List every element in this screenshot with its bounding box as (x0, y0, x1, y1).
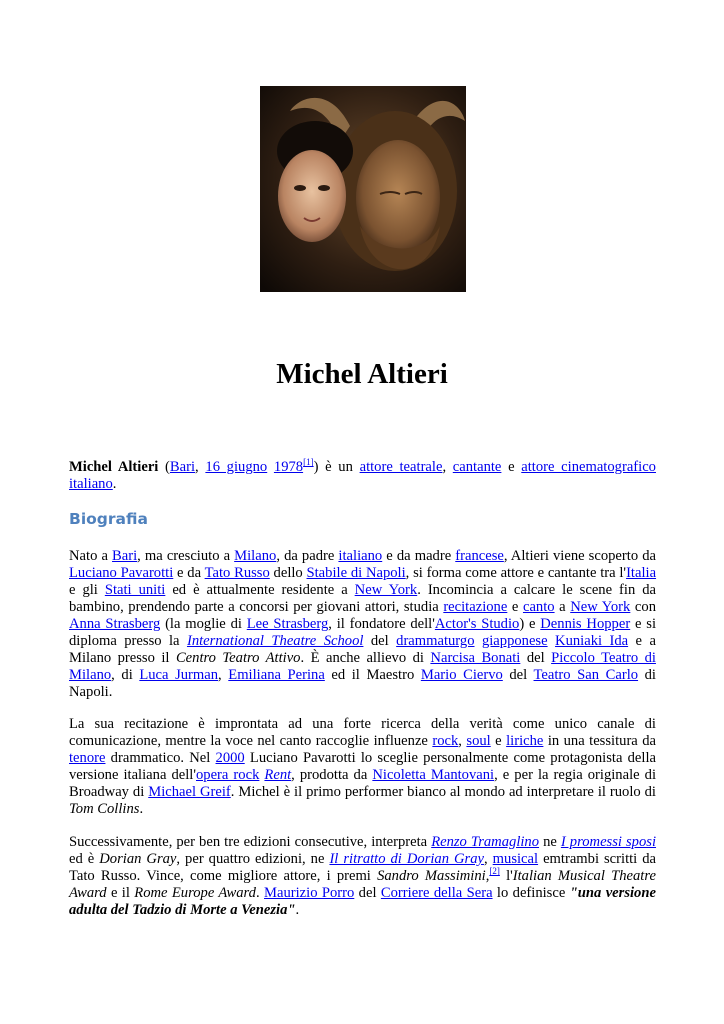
inline-link[interactable]: Rent (264, 767, 292, 783)
inline-link[interactable]: New York (354, 582, 418, 598)
inline-link[interactable]: I promessi sposi (560, 834, 657, 850)
inline-link[interactable]: Milano (234, 548, 277, 564)
text-run: (la moglie di (160, 616, 247, 632)
inline-link[interactable]: Bari (112, 548, 138, 564)
inline-link[interactable]: Renzo Tramaglino (431, 834, 540, 850)
text-run: ) è un (313, 459, 360, 475)
inline-link[interactable]: recitazione (443, 599, 508, 615)
text-run: del (363, 633, 397, 649)
inline-link[interactable]: musical (492, 851, 539, 867)
text-run: , (485, 868, 490, 884)
intro-paragraph (69, 459, 656, 493)
inline-link[interactable]: [1] (303, 457, 314, 467)
text-run: Successivamente, per ben tre edizioni consecutive, interpreta (69, 834, 432, 850)
text-run: . (112, 476, 117, 492)
inline-link[interactable]: Actor's Studio (434, 616, 520, 632)
text-run: e a Milano presso il (69, 633, 656, 666)
text-run: , (442, 459, 453, 475)
text-run: . Michel è il primo performer bianco al mondo ad interpretare il ruolo di (230, 784, 656, 800)
inline-link[interactable]: canto (522, 599, 555, 615)
text-run: emtrambi scritti da Tato Russo. Vince, come migliore attore, i premi (69, 851, 656, 884)
text-run: del (354, 885, 381, 901)
inline-link[interactable]: Stati uniti (104, 582, 166, 598)
page-title: Michel Altieri (276, 358, 448, 390)
inline-link[interactable]: Nicoletta Mantovani (372, 767, 495, 783)
text-run: l' (499, 868, 513, 884)
text-run: e (490, 733, 507, 749)
text-run (475, 633, 482, 649)
inline-link[interactable]: International Theatre School (186, 633, 364, 649)
text-run: Italian Musical Theatre Award (69, 868, 656, 901)
text-run: e gli (69, 582, 105, 598)
text-run: , Altieri viene scoperto da (503, 548, 656, 564)
text-run: ne (539, 834, 561, 850)
inline-link[interactable]: 16 giugno (205, 459, 268, 475)
text-run: ) e (519, 616, 541, 632)
text-run: La sua recitazione è improntata ad una forte ricerca della verità come unico canale di comunicazione, mentre la voce nel canto raccoglie influenze (69, 716, 656, 749)
text-run: ed è (69, 851, 100, 867)
text-run: , (218, 667, 229, 683)
inline-link[interactable]: Luca Jurman (139, 667, 219, 683)
inline-link[interactable]: Dennis Hopper (540, 616, 631, 632)
text-run: drammatico. Nel (105, 750, 216, 766)
text-run: . Incomincia a calcare le scene fin da bambino, prendendo parte a concorsi per giovani attori, studia (69, 582, 657, 615)
text-run: . (139, 801, 144, 817)
text-run: e da (173, 565, 205, 581)
text-run: , da padre (276, 548, 339, 564)
biography-paragraph-3 (69, 834, 656, 919)
text-run: ( (158, 459, 170, 475)
text-run: , (458, 733, 467, 749)
inline-link[interactable]: Italia (626, 565, 657, 581)
inline-link[interactable]: New York (570, 599, 631, 615)
inline-link[interactable]: Kuniaki Ida (555, 633, 629, 649)
inline-link[interactable]: italiano (338, 548, 383, 564)
text-run: e (507, 599, 523, 615)
text-run: di Napoli. (69, 667, 656, 700)
text-run: ed il Maestro (324, 667, 421, 683)
text-run: e da madre (382, 548, 456, 564)
text-run (548, 633, 555, 649)
inline-link[interactable]: Teatro San Carlo (533, 667, 639, 683)
text-run: . È anche allievo di (300, 650, 431, 666)
inline-link[interactable]: Tato Russo (204, 565, 270, 581)
inline-link[interactable]: giapponese (481, 633, 548, 649)
inline-link[interactable]: Maurizio Porro (264, 885, 355, 901)
text-run: a (554, 599, 571, 615)
text-run: , prodotta da (291, 767, 373, 783)
inline-link[interactable]: [2] (489, 866, 500, 876)
inline-link[interactable]: opera rock (195, 767, 260, 783)
inline-link[interactable]: Michael Greif (148, 784, 231, 800)
inline-link[interactable]: soul (466, 733, 491, 749)
portrait-illustration (260, 86, 466, 292)
inline-link[interactable]: Bari (169, 459, 196, 475)
text-run: , il fondatore dell' (328, 616, 435, 632)
inline-link[interactable]: Mario Ciervo (420, 667, 503, 683)
text-run: del (502, 667, 534, 683)
inline-link[interactable]: Stabile di Napoli (306, 565, 406, 581)
text-run: ed è attualmente residente a (165, 582, 355, 598)
text-run: Dorian Gray (99, 851, 177, 867)
inline-link[interactable]: 1978 (273, 459, 304, 475)
text-run: , (484, 851, 493, 867)
inline-link[interactable]: Narcisa Bonati (430, 650, 521, 666)
text-run: , si forma come attore e cantante tra l' (405, 565, 627, 581)
text-run (267, 459, 274, 475)
biography-paragraph-2 (69, 716, 656, 818)
text-run: con (630, 599, 656, 615)
inline-link[interactable]: drammaturgo (396, 633, 475, 649)
footnote-ref[interactable] (303, 457, 314, 467)
text-run: , di (111, 667, 140, 683)
inline-link[interactable]: Luciano Pavarotti (69, 565, 174, 581)
text-run: dello (269, 565, 307, 581)
inline-link[interactable]: Lee Strasberg (246, 616, 329, 632)
inline-link[interactable]: 2000 (215, 750, 245, 766)
inline-link[interactable]: Piccolo Teatro di Milano (69, 650, 656, 683)
text-run: Sandro Massimini (377, 868, 486, 884)
footnote-ref[interactable] (489, 866, 500, 876)
inline-link[interactable]: Corriere della Sera (380, 885, 493, 901)
biography-paragraph-1 (69, 548, 656, 701)
inline-link[interactable]: attore teatrale (359, 459, 443, 475)
inline-link[interactable]: rock (432, 733, 459, 749)
inline-link[interactable]: francese (455, 548, 504, 564)
text-run: Nato a (69, 548, 113, 564)
text-run: lo definisce (492, 885, 570, 901)
text-run: Centro Teatro Attivo (175, 650, 301, 666)
text-run: Tom Collins (69, 801, 140, 817)
text-run: e (501, 459, 522, 475)
inline-link[interactable]: cantante (452, 459, 502, 475)
text-run: , ma cresciuto a (137, 548, 235, 564)
inline-link[interactable]: Il ritratto di Dorian Gray (329, 851, 485, 867)
inline-link[interactable]: italiano (69, 476, 113, 492)
text-run: , e per la regia originale di Broadway di (69, 767, 657, 800)
text-run: Rome Europe Award (134, 885, 256, 901)
inline-link[interactable]: attore cinematografico (521, 459, 656, 475)
text-run: Michel Altieri (69, 459, 159, 475)
inline-link[interactable]: Anna Strasberg (69, 616, 161, 632)
text-run: . (295, 902, 300, 918)
text-run: , per quattro edizioni, ne (176, 851, 330, 867)
portrait-image (260, 86, 466, 292)
inline-link[interactable]: tenore (69, 750, 106, 766)
inline-link[interactable]: Emiliana Perina (228, 667, 325, 683)
text-run: , (195, 459, 206, 475)
text-run: in una tessitura da (543, 733, 657, 749)
text-run: . (255, 885, 265, 901)
text-run: e si diploma presso la (69, 616, 656, 649)
text-run: "una versione adulta del Tadzio di Morte a Venezia" (69, 885, 656, 918)
text-run: Luciano Pavarotti lo sceglie personalmente come protagonista della versione italiana dell' (69, 750, 656, 783)
section-heading-biografia: Biografia (69, 510, 148, 528)
inline-link[interactable]: liriche (506, 733, 544, 749)
text-run: del (520, 650, 552, 666)
text-run: e il (106, 885, 135, 901)
